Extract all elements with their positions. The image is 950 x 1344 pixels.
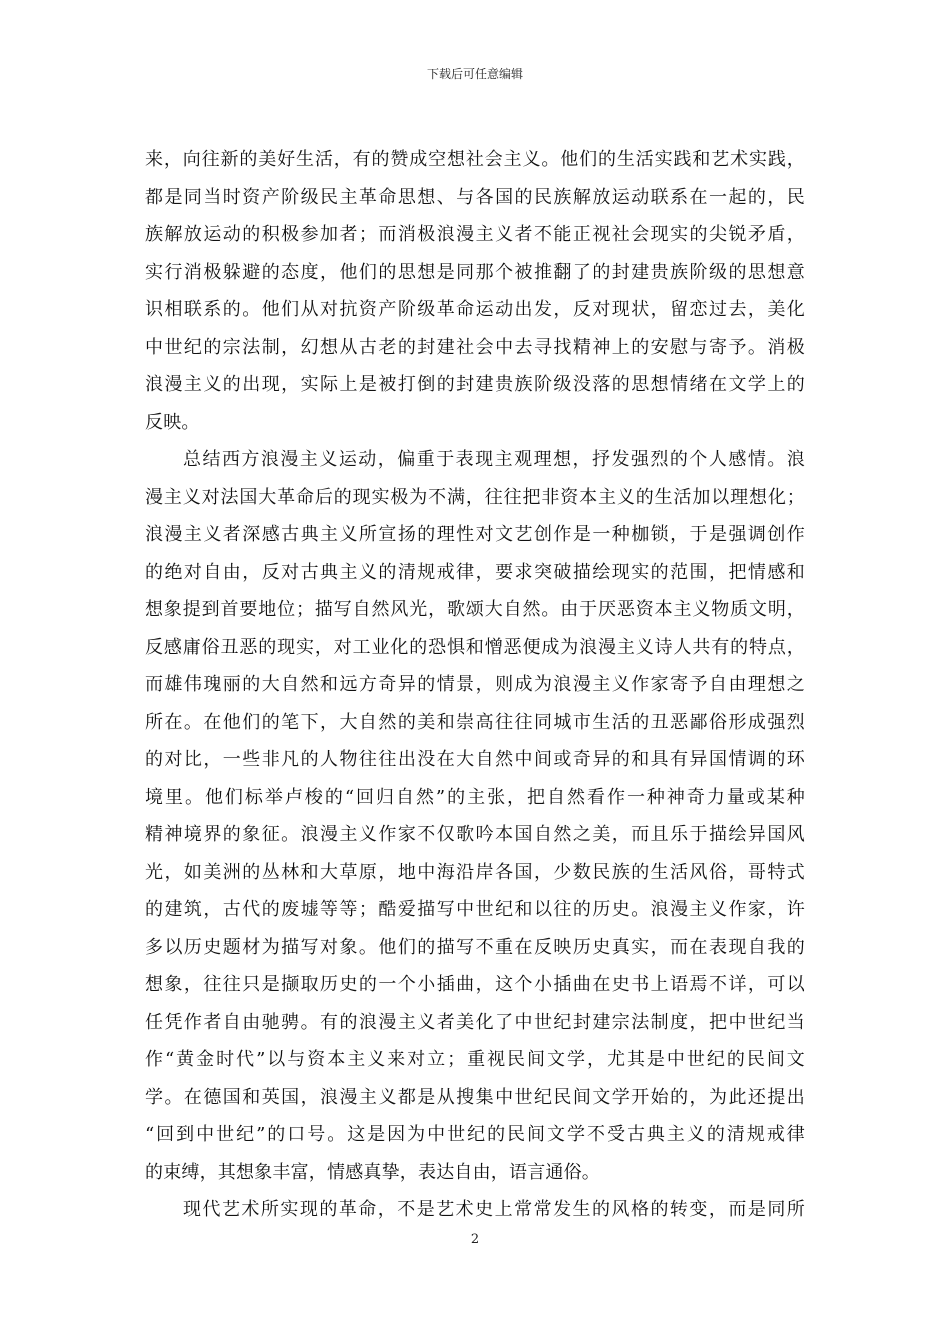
text-line: 反映。	[145, 411, 200, 433]
text-line: 光，如美洲的丛林和大草原，地中海沿岸各国，少数民族的生活风俗，哥特式	[145, 861, 805, 883]
text-line: 的建筑，古代的废墟等等；酷爱描写中世纪和以往的历史。浪漫主义作家，许	[145, 899, 805, 920]
text-line: 漫主义对法国大革命后的现实极为不满，往往把非资本主义的生活加以理想化；	[145, 486, 805, 508]
text-line: 任凭作者自由驰骋。有的浪漫主义者美化了中世纪封建宗法制度，把中世纪当	[145, 1011, 805, 1033]
text-line: 实行消极躲避的态度，他们的思想是同那个被推翻了的封建贵族阶级的思想意	[145, 261, 805, 283]
paragraph-first-line: 现代艺术所实现的革命，不是艺术史上常常发生的风格的转变，而是同所	[183, 1199, 805, 1220]
text-line: 都是同当时资产阶级民主革命思想、与各国的民族解放运动联系在一起的，民	[145, 186, 805, 208]
text-line: 中世纪的宗法制，幻想从古老的封建社会中去寻找精神上的安慰与寄予。消极	[145, 336, 805, 358]
text-line: 精神境界的象征。浪漫主义作家不仅歌吟本国自然之美，而且乐于描绘异国风	[145, 824, 805, 845]
text-line: 多以历史题材为描写对象。他们的描写不重在反映历史真实，而在表现自我的	[145, 936, 805, 958]
text-line: 境里。他们标举卢梭的“回归自然”的主张，把自然看作一种神奇力量或某种	[145, 786, 805, 808]
text-line: 的绝对自由，反对古典主义的清规戒律，要求突破描绘现实的范围，把情感和	[145, 561, 805, 583]
text-line: 浪漫主义者深感古典主义所宣扬的理性对文艺创作是一种枷锁，于是强调创作	[145, 524, 805, 545]
text-line: 识相联系的。他们从对抗资产阶级革命运动出发，反对现状，留恋过去，美化	[145, 299, 805, 320]
text-line: 作“黄金时代”以与资本主义来对立；重视民间文学，尤其是中世纪的民间文	[145, 1049, 805, 1070]
text-line: “回到中世纪”的口号。这是因为中世纪的民间文学不受古典主义的清规戒律	[145, 1124, 805, 1145]
text-line: 的束缚，其想象丰富，情感真挚，表达自由，语言通俗。	[145, 1161, 600, 1183]
text-line: 反感庸俗丑恶的现实，对工业化的恐惧和憎恶便成为浪漫主义诗人共有的特点，	[145, 636, 805, 658]
text-line: 来，向往新的美好生活，有的赞成空想社会主义。他们的生活实践和艺术实践，	[145, 149, 805, 170]
text-line: 而雄伟瑰丽的大自然和远方奇异的情景，则成为浪漫主义作家寄予自由理想之	[145, 674, 805, 695]
text-line: 想象，往往只是撷取历史的一个小插曲，这个小插曲在史书上语焉不详，可以	[145, 974, 805, 995]
text-line: 浪漫主义的出现，实际上是被打倒的封建贵族阶级没落的思想情绪在文学上的	[145, 374, 805, 395]
page-header: 下载后可任意编辑	[426, 67, 523, 81]
body-text	[145, 141, 805, 1229]
text-line: 想象提到首要地位；描写自然风光，歌颂大自然。由于厌恶资本主义物质文明，	[145, 599, 805, 620]
text-line: 的对比，一些非凡的人物往往出没在大自然中间或奇异的和具有异国情调的环	[145, 749, 805, 770]
text-line: 学。在德国和英国，浪漫主义都是从搜集中世纪民间文学开始的，为此还提出	[145, 1086, 805, 1108]
text-line: 族解放运动的积极参加者；而消极浪漫主义者不能正视社会现实的尖锐矛盾，	[145, 224, 805, 245]
page-number: 2	[470, 1232, 480, 1247]
text-line: 所在。在他们的笔下，大自然的美和崇高往往同城市生活的丑恶鄙俗形成强烈	[145, 711, 805, 733]
paragraph-first-line: 总结西方浪漫主义运动，偏重于表现主观理想，抒发强烈的个人感情。浪	[183, 449, 805, 470]
